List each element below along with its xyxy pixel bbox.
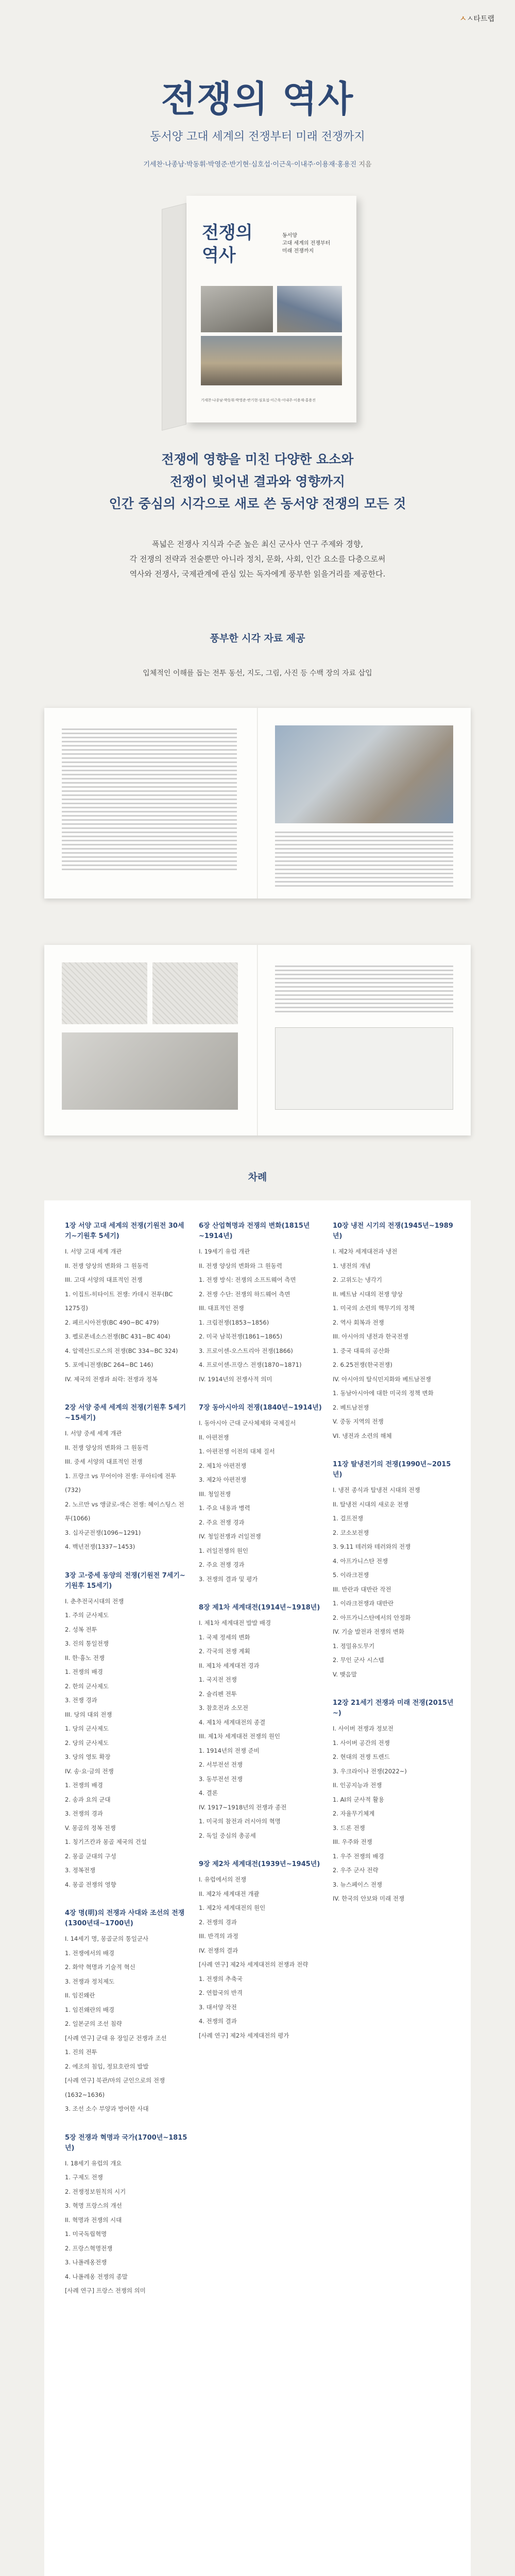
cover-authors: 기세찬·나종남·박동휘·박영준·반기현·심호섭·이근욱·이내주·이용재·홍용진 [201, 398, 316, 402]
toc-item: 2. 아프가니스탄에서의 안정화 [333, 1614, 411, 1621]
toc-item: 2. 당의 군사제도 [65, 1739, 109, 1747]
toc-item: I. 18세기 유럽의 개요 [65, 2159, 122, 2167]
toc-item: 3. 9.11 테러와 테러와의 전쟁 [333, 1543, 411, 1550]
toc-item: II. 아편전쟁 [199, 1433, 229, 1441]
toc-item: 3. 제2차 아편전쟁 [199, 1476, 247, 1483]
toc-chapter [333, 1221, 456, 1443]
toc-item: 3. 드론 전쟁 [333, 1824, 365, 1832]
toc-item: [사례 연구] 제2차 세계대전의 평가 [199, 2031, 289, 2039]
toc-item: I. 춘추전국시대의 전쟁 [65, 1597, 124, 1605]
toc-item: 2. 일본군의 조선 침략 [65, 2020, 122, 2027]
toc-chapter [65, 2133, 188, 2298]
feature-description: 입체적인 이해를 돕는 전투 동선, 지도, 그림, 사진 등 수백 장의 자료 삽입 [143, 669, 372, 677]
book-title: 전쟁의 역사 [161, 78, 354, 120]
toc-item: 1. 중국 대륙의 공산화 [333, 1347, 390, 1354]
toc-item: 2. 우주 군사 전략 [333, 1867, 379, 1874]
toc-item: 4. 아프가니스탄 전쟁 [333, 1557, 388, 1565]
toc-item: I. 동아시아 근대 군사체제와 국제질서 [199, 1419, 296, 1427]
toc-chapter-title: 9장 제2차 세계대전(1939년~1945년) [199, 1860, 320, 1868]
toc-chapter-title: 7장 동아시아의 전쟁(1840년~1914년) [199, 1404, 322, 1412]
toc-item: 3. 뉴스페이스 전쟁 [333, 1880, 383, 1888]
toc-column-1 [65, 1221, 188, 2315]
toc-item: 1. 우주 전쟁의 배경 [333, 1852, 384, 1860]
cover-sub-line2: 고대 세계의 전쟁부터 [282, 241, 331, 246]
toc-item: 4. 알렉산드로스의 전쟁(BC 334~BC 324) [65, 1347, 178, 1354]
toc-item: 3. 대서양 작전 [199, 2003, 237, 2011]
toc-title: 차례 [248, 1172, 267, 1183]
toc-item: III. 반란과 대반란 작전 [333, 1585, 391, 1593]
spread-sketch-figure [62, 962, 147, 1024]
authors-suffix: 지음 [358, 161, 372, 168]
toc-item: 1. 러일전쟁의 원인 [199, 1547, 249, 1554]
toc-item: 2. 전쟁 수단: 전쟁의 하드웨어 측면 [199, 1290, 290, 1298]
toc-item: 2. 역사 회복과 전쟁 [333, 1318, 384, 1326]
toc-item: 5. 포에니전쟁(BC 264~BC 146) [65, 1361, 153, 1368]
toc-item: I. 냉전 종식과 탈냉전 시대의 전쟁 [333, 1486, 420, 1494]
toc-chapter [65, 1908, 188, 2116]
toc-item: 1. 이라크전쟁과 대반란 [333, 1600, 394, 1607]
toc-item: 2. 주요 전쟁 경과 [199, 1561, 245, 1568]
toc-item: 1. 냉전의 개념 [333, 1262, 371, 1269]
toc-item: 1. 칭기즈칸과 몽골 제국의 건설 [65, 1838, 147, 1845]
toc-item: 1. 제2차 세계대전의 원인 [199, 1904, 266, 1911]
toc-item: IV. 송·요·금의 전쟁 [65, 1767, 114, 1775]
toc-chapter-title: 2장 서양 중세 세계의 전쟁(기원후 5세기~15세기) [65, 1404, 186, 1422]
description [0, 537, 515, 582]
toc-item: I. 서양 중세 세계 개관 [65, 1430, 122, 1437]
cover-painting-1 [201, 286, 273, 332]
toc-item: 1. 전쟁의 배경 [65, 1782, 103, 1789]
toc-item: 1. 구제도 전쟁 [65, 2174, 103, 2181]
toc-item: 2. 현대의 전쟁 트렌드 [333, 1753, 390, 1760]
toc-item: III. 청일전쟁 [199, 1490, 231, 1498]
toc-item: [사례 연구] 군대 유 장일군 전쟁과 조선 [65, 2034, 167, 2042]
toc-item: III. 제1차 세계대전 전쟁의 원인 [199, 1733, 280, 1740]
toc-item: I. 19세기 유럽 개관 [199, 1248, 250, 1255]
toc-item: I. 14세기 명, 몽골군의 통일군사 [65, 1935, 149, 1942]
toc-item: 1. 걸프전쟁 [333, 1515, 364, 1522]
description-line: 역사와 전쟁사, 국제관계에 관심 있는 독자에게 풍부한 읽을거리를 제공한다. [129, 569, 386, 579]
toc-item: IV. 아시아의 탈식민지화와 베트남전쟁 [333, 1375, 432, 1383]
toc-item: 2. 각국의 전쟁 계획 [199, 1648, 250, 1655]
toc-chapter [65, 1221, 188, 1386]
book-spine [162, 203, 186, 431]
toc-item: 3. 우크라이나 전쟁(2022~) [333, 1767, 407, 1775]
spread-text [275, 965, 453, 1015]
cover-painting-2 [277, 286, 342, 332]
lead-line: 전쟁에 영향을 미친 다양한 요소와 [161, 452, 354, 467]
spread-text [275, 832, 453, 889]
toc-item: 4. 백년전쟁(1337~1453) [65, 1543, 135, 1550]
toc-item: 1. 주요 내용과 병력 [199, 1504, 250, 1512]
toc-chapter [333, 1698, 456, 1906]
toc-item: III. 고대 서양의 대표적인 전쟁 [65, 1276, 143, 1283]
toc-item: 2. 몽골 군대의 구성 [65, 1852, 116, 1860]
toc-chapter-title: 1장 서양 고대 세계의 전쟁(기원전 30세기~기원후 5세기) [65, 1222, 184, 1240]
toc-item: 2. 전쟁정보원칙의 시기 [65, 2188, 126, 2195]
cover-title-line1: 전쟁의 [202, 223, 253, 243]
book-subtitle: 동서양 고대 세계의 전쟁부터 미래 전쟁까지 [150, 130, 365, 143]
toc-item: 4. 프로이센-프랑스 전쟁(1870~1871) [199, 1361, 302, 1368]
lead-line: 전쟁이 빚어낸 결과와 영향까지 [169, 474, 346, 489]
toc-item: II. 전쟁 양상의 변화와 그 원동력 [65, 1444, 149, 1451]
toc-item: V. 맺음말 [333, 1670, 357, 1678]
toc-column-2 [199, 1221, 322, 2059]
toc-item: 2. 독일 중심의 총공세 [199, 1832, 256, 1839]
toc-item: 1. 미국의 참전과 러시아의 혁명 [199, 1818, 281, 1825]
toc-item: I. 유럽에서의 전쟁 [199, 1876, 247, 1883]
toc-item: 2. 서부전선 전쟁 [199, 1761, 243, 1768]
toc-item: 3. 프로이센-오스트리아 전쟁(1866) [199, 1347, 293, 1354]
toc-item: IV. 1917~1918년의 전쟁과 종전 [199, 1803, 287, 1811]
toc-item: 1. 전쟁의 추축국 [199, 1975, 243, 1982]
toc-item: V. 몽골의 정복 전쟁 [65, 1824, 116, 1832]
book-cover [138, 191, 385, 433]
toc-item: 3. 전쟁의 경과 [65, 1810, 103, 1817]
toc-item: III. 중세 서양의 대표적인 전쟁 [65, 1458, 143, 1465]
toc-chapter-title: 5장 전쟁과 혁명과 국가(1700년~1815년) [65, 2133, 187, 2152]
authors-line [0, 159, 515, 168]
toc-item: 1. 임진왜란의 배경 [65, 2006, 115, 2013]
toc-item: III. 반격의 과정 [199, 1933, 238, 1940]
toc-item: 3. 전쟁과 정치제도 [65, 1977, 115, 1985]
description-line: 폭넓은 전쟁사 지식과 수준 높은 최신 군사사 연구 주제와 경향, [152, 539, 363, 549]
toc-item: 1. 국제 정세의 변화 [199, 1633, 250, 1641]
toc-item: 3. 정복전쟁 [65, 1867, 96, 1874]
toc-item: II. 전쟁 양상의 변화와 그 원동력 [65, 1262, 149, 1269]
toc-item: 2. 무인 군사 시스템 [333, 1656, 384, 1664]
toc-item: 1. 당의 군사제도 [65, 1725, 109, 1732]
toc-item: 1. 동남아시아에 대한 미국의 정책 변화 [333, 1389, 434, 1397]
toc-item: I. 서양 고대 세계 개관 [65, 1248, 122, 1255]
toc-item: 1. 1914년의 전쟁 준비 [199, 1747, 260, 1754]
toc-item: 2. 한의 군사제도 [65, 1682, 109, 1690]
toc-chapter [333, 1460, 456, 1682]
toc-item: 4. 제1차 세계대전의 종결 [199, 1718, 266, 1726]
cover-title-line2: 역사 [202, 245, 236, 266]
toc-item: 3. 전쟁의 결과 및 평가 [199, 1575, 258, 1583]
toc-item: 2. 6.25전쟁(한국전쟁) [333, 1361, 392, 1368]
toc-chapter [199, 1221, 322, 1386]
book-front-cover [186, 196, 356, 422]
toc-item: 1. 이집트-히타이트 전쟁: 카데시 전투(BC 1275경) [65, 1290, 173, 1312]
toc-item: 2. 성복 전투 [65, 1625, 97, 1633]
cover-sub-line1: 동서양 [282, 233, 297, 239]
toc-item: III. 당의 대외 전쟁 [65, 1710, 112, 1718]
toc-item: 3. 참호전과 소모전 [199, 1704, 249, 1711]
toc-item: III. 대표적인 전쟁 [199, 1304, 244, 1312]
toc-item: III. 우주와 전쟁 [333, 1838, 372, 1845]
author-names: 기세찬·나종남·박동휘·박영준·반기현·심호섭·이근욱·이내주·이용재·홍용진 [143, 161, 357, 168]
toc-item: 2. 페르시아전쟁(BC 490~BC 479) [65, 1318, 159, 1326]
spread-sketch-figure [152, 962, 238, 1024]
publisher-logo: ㅅㅅ타트랩 [459, 15, 494, 23]
toc-item: 4. 몽골 전쟁의 영향 [65, 1880, 116, 1888]
book-spread-2 [44, 945, 471, 1136]
toc-item: 1. 국지전 전쟁 [199, 1676, 237, 1683]
toc-item: 2. 주요 전쟁 경과 [199, 1518, 245, 1526]
toc-item: IV. 제국의 전쟁과 쇠락: 전쟁과 정복 [65, 1375, 158, 1383]
toc-item: 4. 결론 [199, 1789, 218, 1797]
book-spread-1 [44, 708, 471, 899]
spread-table-figure [275, 1027, 453, 1110]
toc-item: VI. 냉전과 소련의 해체 [333, 1432, 392, 1439]
toc-chapter-title: 4장 명(明)의 전쟁과 사대와 조선의 전쟁(1300년대~1700년) [65, 1909, 185, 1927]
toc-item: 2. 화약 혁명과 기술적 혁신 [65, 1963, 135, 1971]
toc-item: 1. 크림전쟁(1853~1856) [199, 1318, 269, 1326]
description-line: 각 전쟁의 전략과 전술뿐만 아니라 정치, 문화, 사회, 인간 요소를 다층으로써 [129, 554, 386, 564]
toc-item: 3. 당의 영토 확장 [65, 1753, 111, 1760]
toc-item: 1. 주의 군사제도 [65, 1612, 109, 1619]
toc-item: IV. 한국의 안보와 미래 전쟁 [333, 1895, 405, 1902]
toc-item: 2. 베트남전쟁 [333, 1403, 369, 1411]
toc-item: [사례 연구] 제2차 세계대전의 전쟁과 전략 [199, 1961, 308, 1968]
toc-chapter [199, 1859, 322, 2043]
toc-item: III. 아시아의 냉전과 한국전쟁 [333, 1333, 408, 1340]
toc-item: 3. 십자군전쟁(1096~1291) [65, 1529, 141, 1536]
toc-item: IV. 기술 발전과 전쟁의 변화 [333, 1628, 405, 1635]
cover-subtitle [282, 232, 330, 255]
toc-item: 2. 슐리펜 전투 [199, 1690, 237, 1698]
spread-map-figure [275, 725, 453, 823]
toc-item: 3. 조선 소수 부양과 방어한 사대 [65, 2105, 149, 2112]
toc-item: 1. 미국독립혁명 [65, 2230, 107, 2238]
toc-item: 2. 전쟁의 경과 [199, 1918, 237, 1926]
toc-item: 2. 연합국의 반격 [199, 1989, 243, 1996]
toc-item: 2. 노르만 vs 앵글로-색슨 전쟁: 헤이스팅스 전투(1066) [65, 1500, 184, 1522]
toc-item: 1. 정밀유도무기 [333, 1642, 375, 1650]
toc-item: II. 한·흉노 전쟁 [65, 1654, 105, 1662]
toc-item: [사례 연구] 북관/마의 군인으로의 전쟁(1632~1636) [65, 2077, 165, 2098]
toc-item: II. 제2차 세계대전 개괄 [199, 1890, 260, 1897]
toc-item: 2. 코소보전쟁 [333, 1529, 369, 1536]
toc-chapter [199, 1603, 322, 1843]
toc-item: II. 혁명과 전쟁의 시대 [65, 2216, 122, 2224]
toc-item: 3. 나폴레옹전쟁 [65, 2259, 107, 2266]
toc-item: 1. 아편전쟁 이전의 대체 질서 [199, 1448, 275, 1455]
toc-chapter-title: 11장 탈냉전기의 전쟁(1990년~2015년) [333, 1461, 451, 1479]
toc-item: 2. 송과 요의 군대 [65, 1795, 111, 1803]
toc-item: I. 제2차 세계대전과 냉전 [333, 1248, 398, 1255]
cover-photo [201, 336, 342, 385]
toc-item: 2. 고위도는 냉각기 [333, 1276, 383, 1283]
cover-title [202, 222, 253, 267]
publisher-name: ㅅ타트랩 [466, 15, 494, 23]
toc-item: [사례 연구] 프랑스 전쟁의 의미 [65, 2287, 146, 2294]
spread-photo-figure [62, 1032, 238, 1110]
lead-line: 인간 중심의 시각으로 새로 쓴 동서양 전쟁의 모든 것 [109, 496, 406, 511]
toc-item: II. 제1차 세계대전 경과 [199, 1662, 260, 1669]
toc-item: II. 인공지능과 전쟁 [333, 1782, 382, 1789]
toc-item: 3. 전쟁 경과 [65, 1697, 97, 1704]
lead-copy [0, 448, 515, 515]
toc-item: 1. 미국의 소련의 핵무기의 정책 [333, 1304, 415, 1312]
toc-item: II. 전쟁 양상의 변화와 그 원동력 [199, 1262, 283, 1269]
toc-item: 2. 프랑스혁명전쟁 [65, 2244, 113, 2252]
toc-item: 3. 펠로폰네소스전쟁(BC 431~BC 404) [65, 1333, 170, 1340]
spread-text [62, 728, 237, 873]
toc-chapter-title: 6장 산업혁명과 전쟁의 변화(1815년~1914년) [199, 1222, 310, 1240]
toc-item: 1. 전쟁의 배경 [65, 1668, 103, 1675]
toc-item: I. 제1차 세계대전 발발 배경 [199, 1619, 271, 1626]
toc-item: IV. 전쟁의 결과 [199, 1946, 238, 1954]
toc-item: 3. 동부전선 전쟁 [199, 1775, 243, 1783]
toc-item: 1. 사이버 공간의 전쟁 [333, 1739, 390, 1747]
toc-item: 1. 진의 전투 [65, 2048, 97, 2056]
toc-chapter-title: 3장 고·중세 동양의 전쟁(기원전 7세기~기원후 15세기) [65, 1571, 185, 1590]
toc-item: 3. 진의 통일전쟁 [65, 1640, 109, 1647]
toc-item: 4. 전쟁의 결과 [199, 2018, 237, 2025]
cover-sub-line3: 미래 전쟁까지 [282, 248, 314, 254]
toc-box [44, 1200, 471, 2576]
feature-title: 풍부한 시각 자료 제공 [210, 633, 305, 644]
toc-item: II. 임진왜란 [65, 1992, 95, 1999]
toc-item: 2. 에조의 침입, 정묘호란의 발발 [65, 2062, 149, 2070]
toc-item: V. 중동 지역의 전쟁 [333, 1418, 384, 1425]
toc-item: I. 사이버 전쟁과 정보전 [333, 1725, 393, 1732]
toc-chapter [65, 1571, 188, 1892]
toc-column-3 [333, 1221, 456, 1923]
toc-chapter-title: 12장 21세기 전쟁과 미래 전쟁(2015년~) [333, 1699, 454, 1717]
toc-chapter-title: 8장 제1차 세계대전(1914년~1918년) [199, 1604, 320, 1612]
toc-item: 2. 미국 남북전쟁(1861~1865) [199, 1333, 283, 1340]
toc-item: 1. 전쟁 방식: 전쟁의 소프트웨어 측면 [199, 1276, 296, 1283]
toc-item: 4. 나폴레옹 전쟁의 종말 [65, 2273, 128, 2280]
toc-item: II. 베트남 시대의 전쟁 양상 [333, 1290, 403, 1298]
toc-item: 5. 이라크전쟁 [333, 1571, 369, 1579]
toc-chapter [199, 1403, 322, 1586]
toc-item: IV. 청일전쟁과 러일전쟁 [199, 1533, 261, 1540]
toc-item: II. 탈냉전 시대의 새로운 전쟁 [333, 1500, 409, 1508]
toc-item: 2. 자율무기체계 [333, 1810, 375, 1817]
toc-item: 2. 제1차 아편전쟁 [199, 1462, 247, 1469]
toc-item: 3. 혁명 프랑스의 개선 [65, 2202, 122, 2209]
toc-chapter-title: 10장 냉전 시기의 전쟁(1945년~1989년) [333, 1222, 453, 1240]
toc-item: 1. 전쟁에서의 배경 [65, 1949, 115, 1957]
toc-chapter [65, 1403, 188, 1554]
toc-item: 1. 프랑크 vs 무어이야 전쟁: 푸아티에 전투(732) [65, 1472, 177, 1494]
toc-item: IV. 1914년의 전쟁사적 의미 [199, 1375, 272, 1383]
toc-item: 1. AI의 군사적 활용 [333, 1795, 384, 1803]
